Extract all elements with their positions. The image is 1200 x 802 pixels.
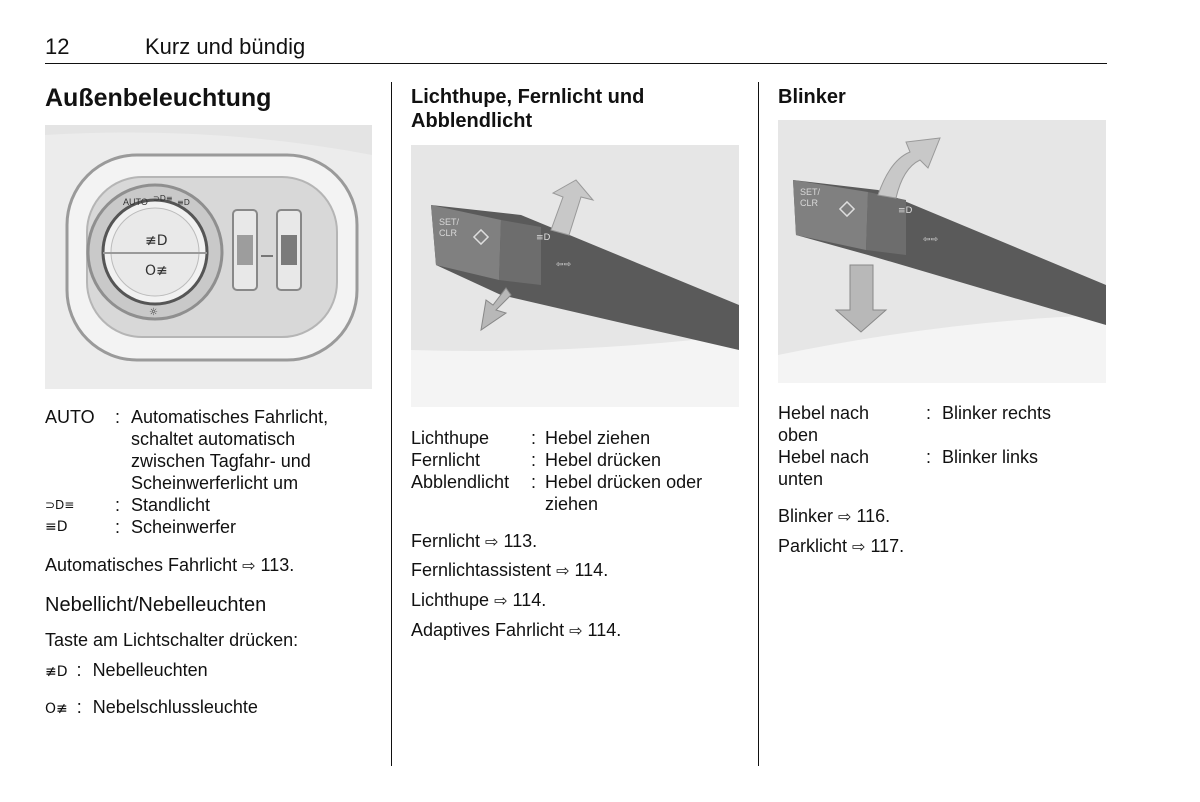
cross-reference[interactable]: Fernlichtassistent ⇨ 114.: [411, 560, 609, 580]
definition-desc: Blinker links: [942, 447, 1039, 467]
page-number: 12: [45, 34, 70, 59]
fog-item: O≢ : Nebelschlussleuchte: [45, 697, 258, 717]
standlicht-icon: ⊃D≡: [45, 498, 75, 512]
definition-separator: :: [531, 472, 537, 492]
lever-label-clr: CLR: [800, 198, 819, 208]
column-divider: [758, 82, 759, 766]
definition-separator: :: [531, 450, 537, 470]
definition-term: Hebel nach oben: [778, 403, 870, 445]
cross-reference[interactable]: Adaptives Fahrlicht ⇨ 114.: [411, 620, 622, 640]
cross-reference[interactable]: Blinker ⇨ 116.: [778, 506, 891, 526]
page-ref-arrow-icon: ⇨: [485, 532, 499, 551]
page-ref-arrow-icon: ⇨: [838, 507, 852, 526]
svg-text:☼: ☼: [149, 307, 158, 318]
col2-title: Lichthupe, Fernlicht und Abblendlicht: [411, 86, 645, 132]
definition-separator: :: [926, 447, 932, 467]
col3-title: Blinker: [778, 86, 846, 108]
definition-separator: :: [115, 407, 121, 427]
header-rule: [45, 63, 1107, 64]
definition-separator: :: [115, 495, 121, 515]
lever-label-set: SET/: [439, 217, 460, 227]
cross-reference[interactable]: Lichthupe ⇨ 114.: [411, 590, 547, 610]
definition-term: Hebel nach unten: [778, 447, 870, 489]
definition-row: [45, 516, 365, 538]
definition-desc: Hebel ziehen: [545, 428, 651, 448]
col3-definitions: [778, 402, 1098, 490]
page-ref-arrow-icon: ⇨: [494, 591, 508, 610]
fog-item: ≢D : Nebelleuchten: [45, 660, 208, 680]
definition-term: Fernlicht: [411, 450, 481, 470]
col1-definitions: [45, 406, 365, 538]
page-ref-arrow-icon: ⇨: [242, 556, 256, 575]
definition-row: [45, 494, 365, 516]
cross-reference[interactable]: Parklicht ⇨ 117.: [778, 536, 905, 556]
definition-separator: :: [926, 403, 932, 423]
cross-reference[interactable]: Fernlicht ⇨ 113.: [411, 531, 538, 551]
cross-reference[interactable]: Automatisches Fahrlicht ⇨ 113.: [45, 555, 295, 575]
light-switch-illustration: [45, 125, 372, 389]
svg-text:⇦⇨: ⇦⇨: [556, 260, 572, 270]
switch-label-standlicht: ⊃D≡: [153, 194, 173, 203]
definition-row: [411, 471, 741, 515]
scheinwerfer-icon: ≡D: [45, 519, 68, 535]
definition-row: [411, 427, 741, 449]
col1-title: Außenbeleuchtung: [45, 84, 272, 112]
nebelschlussleuchte-icon: O≢: [45, 701, 68, 717]
svg-text:≢D: ≢D: [145, 233, 168, 249]
definition-desc: Hebel drücken oder ziehen: [545, 472, 703, 514]
column-divider: [391, 82, 392, 766]
definition-row: [45, 406, 365, 494]
definition-separator: :: [115, 517, 121, 537]
svg-text:≡D: ≡D: [898, 206, 913, 216]
definition-term: Abblendlicht: [411, 472, 510, 492]
definition-desc: Scheinwerfer: [131, 517, 237, 537]
switch-label-scheinwerfer: ≡D: [177, 198, 190, 207]
lever-label-clr: CLR: [439, 228, 458, 238]
fog-light-intro: Taste am Lichtschalter drücken:: [45, 630, 299, 650]
nebelleuchten-icon: ≢D: [45, 664, 68, 680]
lever-label-set: SET/: [800, 187, 821, 197]
svg-text:O≢: O≢: [145, 263, 168, 279]
fog-light-subtitle: Nebellicht/Nebelleuchten: [45, 594, 267, 616]
section-title: Kurz und bündig: [145, 34, 306, 59]
definition-term: AUTO: [45, 407, 95, 427]
page-ref-arrow-icon: ⇨: [852, 537, 866, 556]
definition-row: [778, 446, 1098, 490]
definition-desc: Automatisches Fahrlicht, schaltet automatisch zwischen Tagfahr- und Scheinwerferlicht um: [131, 407, 329, 493]
definition-row: [411, 449, 741, 471]
svg-text:⇦⇨: ⇦⇨: [923, 235, 939, 245]
turn-signal-lever-illustration: [778, 120, 1106, 383]
col2-definitions: [411, 427, 741, 515]
definition-desc: Hebel drücken: [545, 450, 662, 470]
definition-row: [778, 402, 1098, 446]
definition-desc: Blinker rechts: [942, 403, 1052, 423]
definition-desc: Standlicht: [131, 495, 211, 515]
definition-term: Lichthupe: [411, 428, 490, 448]
page-ref-arrow-icon: ⇨: [556, 561, 570, 580]
svg-text:≡D: ≡D: [536, 233, 551, 243]
page-ref-arrow-icon: ⇨: [569, 621, 583, 640]
headlight-lever-illustration: [411, 145, 739, 407]
switch-label-auto: AUTO: [123, 197, 148, 207]
definition-separator: :: [531, 428, 537, 448]
